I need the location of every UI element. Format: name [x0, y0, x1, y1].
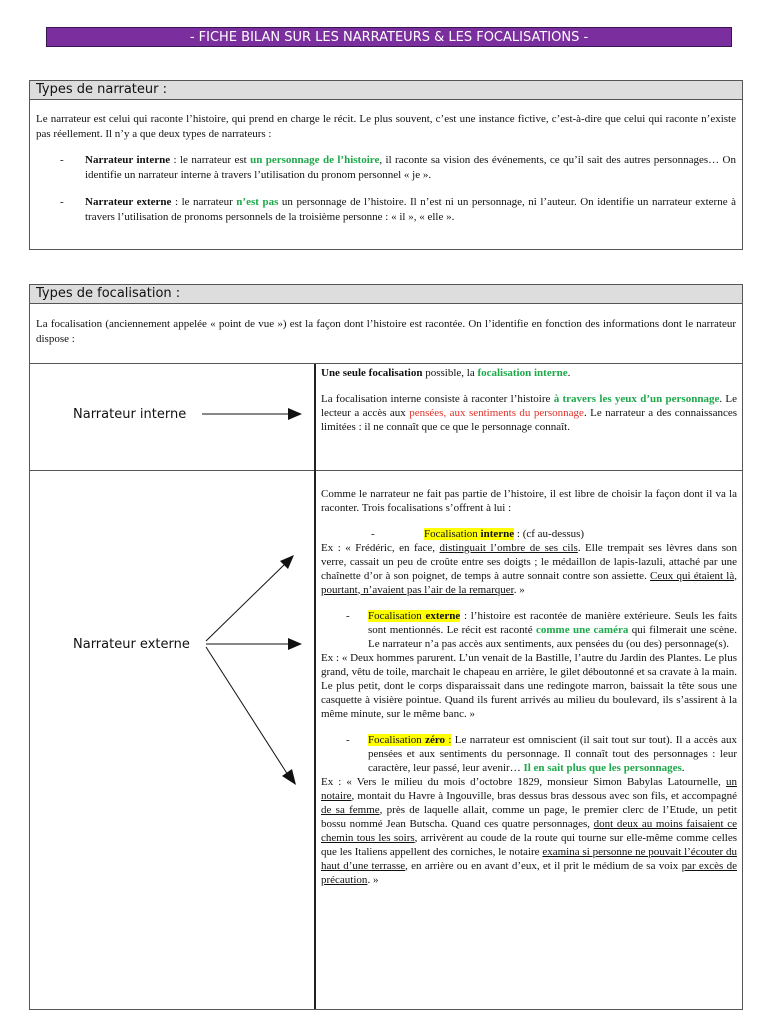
label-narrateur-externe: Narrateur externe: [73, 636, 190, 652]
row1-p2: [321, 392, 737, 434]
row1-p2-b: . Le lecteur a accès aux: [321, 393, 738, 419]
foc-zero-ex-f: . »: [367, 873, 379, 886]
narrator-externe-text-b: un personnage de l’histoire. Il n’est ni un personnage, ni l’auteur. On identifie un narrateur externe à travers l’utilisation de pronoms personnels de la troisième personne : « il », « elle ».: [85, 196, 737, 223]
row1-p2-c: . Le narrateur a des connaissances limitées : il ne connaît que ce que le personnage connaît.: [321, 407, 738, 433]
foc-interne-example: [321, 541, 737, 597]
foc-interne-ex-u1: distinguait l’ombre de ses cils: [439, 541, 578, 554]
row2-intro: Comme le narrateur ne fait pas partie de l’histoire, il est libre de choisir la façon dont il va la raconter. Trois focalisations s’offrent à lui :: [321, 487, 737, 514]
foc-zero-example: [321, 775, 737, 887]
foc-interne-hl-b: interne: [480, 527, 515, 540]
narrator-interne-text-b: , il raconte sa vision des événements, ce qu’il sait des autres personnages… On identifie un narrateur interne à travers l’utilisation du pronom personnel « je ».: [85, 154, 736, 181]
narrator-interne-item: - Narrateur interne : le narrateur est un personnage de l’histoire, il raconte sa vision des événements, ce qu’il sait des autres personnages… On identifie un narrateur interne à travers l’utilisation du pronom personnel « je ».: [60, 154, 736, 181]
foc-zero-ex-a: Ex : « Vers le milieu du mois d’octobre 1829, monsieur Simon Babylas Latournelle,: [321, 775, 726, 788]
foc-zero-green: Il en sait plus que les personnages: [523, 761, 682, 774]
cell-focalisation-interne-only: [315, 364, 742, 470]
foc-zero-text-a: Le narrateur est omniscient (il sait tout sur tout). Il a accès aux pensées et aux sentiments du personnage. Il connaît tout des personnages : leur caractère, leur passé, leur avenir…: [368, 733, 737, 774]
row1-p1-bold: Une seule focalisation: [321, 367, 423, 379]
narrator-externe-highlight: n’est pas: [236, 196, 279, 208]
focalisation-intro-box: [30, 304, 742, 364]
narrator-intro: Le narrateur est celui qui raconte l’histoire, qui prend en charge le récit. Le plus souvent, c’est une instance fictive, c’est-à-dire que celui qui raconte n’existe pas réellement. Il n’y a que deux types de narrateurs :: [36, 113, 736, 140]
foc-zero-hl-c: :: [445, 733, 452, 746]
foc-externe-text-a: : l’histoire est racontée de manière extérieure. Seuls les faits sont mentionnés. Le récit est raconté: [368, 609, 737, 636]
row-narrateur-externe: [30, 470, 742, 1009]
foc-zero-item: - Focalisation zéro : Le narrateur est omniscient (il sait tout sur tout). Il a accès aux pensées et aux sentiments du personnage. Il connaît tout des personnages : leur caractère, leur passé, leur avenir… Il en sait plus que les personnages.: [346, 733, 737, 774]
narrator-interne-text-a: : le narrateur est: [170, 154, 251, 166]
focalisation-table: [30, 364, 742, 1009]
narrator-heading: Types de narrateur :: [30, 81, 742, 100]
foc-zero-ex-u2: de sa femme: [321, 803, 380, 816]
focalisation-intro: La focalisation (anciennement appelée « point de vue ») est la façon dont l’histoire est racontée. On l’identifie en fonction des informations dont le narrateur dispose :: [36, 318, 736, 345]
foc-interne-item: - Focalisation interne : (cf au-dessus): [371, 527, 585, 540]
foc-interne-ex-c: . »: [513, 583, 525, 596]
foc-zero-ex-u3: dont deux au moins faisaient ce chemin tous les soirs: [321, 817, 737, 844]
narrator-externe-text-a: : le narrateur: [171, 196, 237, 208]
focalisation-section: [29, 284, 743, 1010]
narrator-interne-highlight: un personnage de l’histoire: [250, 154, 380, 166]
row1-p1-green: focalisation interne: [477, 367, 568, 379]
cell-trois-focalisations: [315, 470, 742, 1009]
cell-narrateur-externe: [30, 470, 315, 1009]
foc-interne-note: : (cf au-dessus): [514, 527, 585, 540]
label-narrateur-interne: Narrateur interne: [73, 407, 187, 422]
foc-zero-ex-b: , montait du Havre à Ingouville, bras dessus bras dessous avec son fils, et accompagné: [351, 789, 737, 802]
foc-zero-text-b: .: [681, 761, 685, 774]
row1-p1-mid: possible, la: [422, 367, 478, 379]
row1-p1: [321, 366, 737, 380]
foc-externe-item: - Focalisation externe : l’histoire est racontée de manière extérieure. Seuls les faits sont mentionnés. Le récit est raconté comme une caméra qui filmerait une scène. Le narrateur n’a pas accès aux sentiments, aux pensées du (ou des) personnage(s).: [346, 609, 737, 650]
page-title: - FICHE BILAN SUR LES NARRATEURS & LES FOCALISATIONS -: [46, 27, 732, 47]
foc-zero-ex-c: , près de laquelle allait, comme un page, le premier clerc de l’Etude, un petit bossu nommé Jean Butscha. Quand ces quatre personnages,: [321, 803, 737, 830]
foc-interne-hl-a: Focalisation: [424, 527, 481, 540]
foc-zero-ex-u1: un notaire: [321, 775, 737, 802]
row1-p2-red: pensées, aux sentiments du personnage: [409, 407, 584, 419]
foc-interne-ex-b: . Elle trempait ses lèvres dans son verre, cassait un peu de croûte entre ses doigts ; le médaillon de lapis-lazuli, attaché par une chaînette d’or à son poignet, de temps à autre sonnait contre son assiette.: [321, 541, 737, 582]
focalisation-heading: Types de focalisation :: [30, 285, 742, 304]
foc-zero-ex-d: , arrivèrent au coude de la route qui tourne sur elle-même comme celles que les Italiens appellent des corniches, le notaire: [321, 831, 737, 858]
foc-externe-example: Ex : « Deux hommes parurent. L’un venait de la Bastille, l’autre du Jardin des Plantes. Le plus grand, vêtu de toile, marchait le chapeau en arrière, le gilet déboutonné et sa cravate à la main. Le plus petit, dont le corps disparaissait dans une redingote marron, baissait la tête sous une casquette à visière pointue. Quand ils furent arrivés au milieu du boulevard, ils s’assirent à la même minute, sur le même banc. »: [321, 651, 737, 720]
row-narrateur-interne: [30, 364, 742, 470]
narrator-section: [29, 80, 743, 250]
foc-zero-hl-b: zéro: [425, 733, 446, 746]
foc-zero-ex-u5: par excès de précaution: [321, 859, 737, 886]
foc-externe-green: comme une caméra: [536, 623, 629, 636]
foc-zero-hl-a: Focalisation: [368, 733, 426, 746]
foc-zero-ex-e: , en arrière ou en avant d’eux, et il prit le médium de sa voix: [405, 859, 682, 872]
narrator-body: [30, 112, 742, 225]
three-arrows-icon: [30, 471, 312, 1011]
row1-p2-a: La focalisation interne consiste à raconter l’histoire: [321, 393, 554, 405]
foc-interne-ex-u2: Ceux qui étaient là, pourtant, n’avaient pas l’air de la remarquer: [321, 569, 737, 596]
foc-externe-hl-a: Focalisation: [368, 609, 426, 622]
narrator-externe-term: Narrateur externe: [85, 196, 172, 208]
arrow-right-icon: [30, 364, 312, 470]
foc-interne-ex-a: Ex : « Frédéric, en face,: [321, 541, 440, 554]
row1-p1-end: .: [567, 367, 571, 379]
row1-p2-green: à travers les yeux d’un personnage: [553, 393, 720, 405]
cell-narrateur-interne: [30, 364, 315, 470]
foc-externe-text-b: qui filmerait une scène. Le narrateur n’a pas accès aux sentiments, aux pensées du (ou des) personnage(s).: [368, 623, 737, 650]
narrator-interne-term: Narrateur interne: [85, 154, 171, 166]
foc-zero-ex-u4: examina si personne ne pouvait l’écouter du haut d’une terrasse: [321, 845, 737, 872]
narrator-externe-item: - Narrateur externe : le narrateur n’est pas un personnage de l’histoire. Il n’est ni un personnage, ni l’auteur. On identifie un narrateur externe à travers l’utilisation de pronoms personnels de la troisième personne : « il », « elle ».: [60, 196, 737, 223]
foc-externe-hl-b: externe: [425, 609, 461, 622]
